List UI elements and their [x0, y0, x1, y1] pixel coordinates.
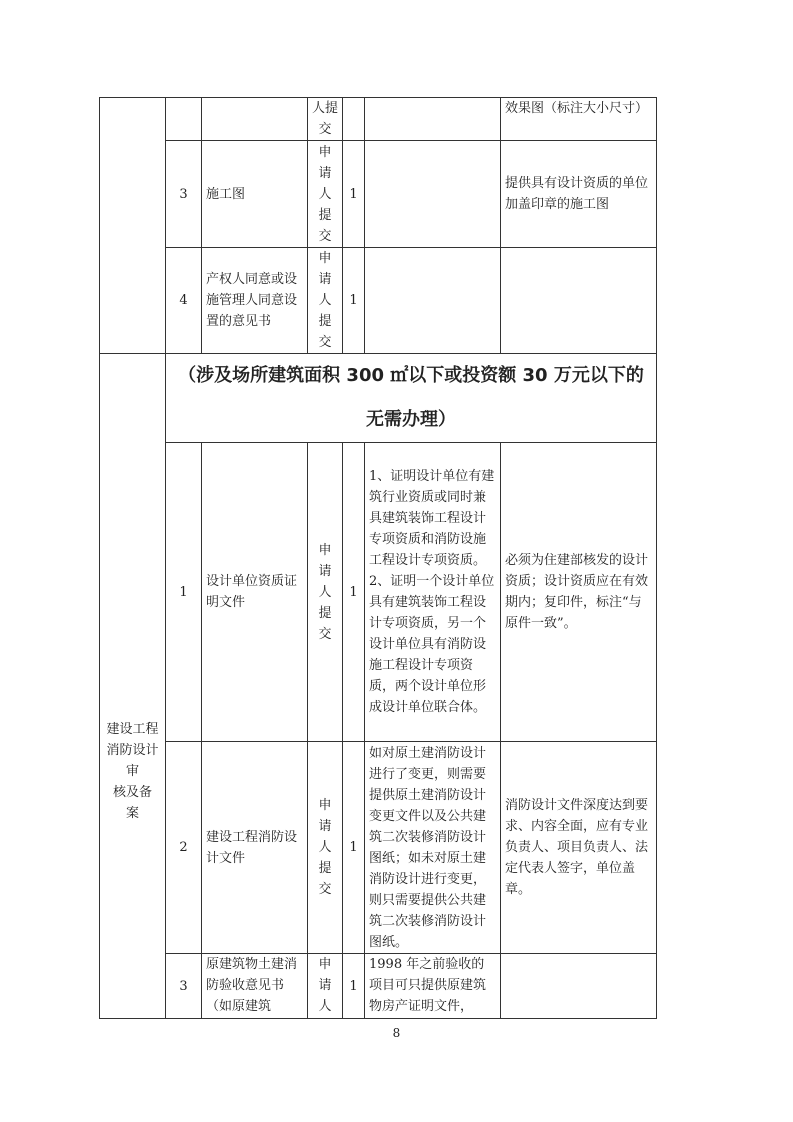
row-number: 3 — [166, 141, 202, 248]
copies — [343, 98, 365, 141]
materials-table — [99, 97, 657, 1019]
material-name: 建设工程消防设计文件 — [202, 742, 308, 954]
table-row — [100, 141, 657, 248]
material-note — [501, 248, 657, 354]
material-spec — [365, 248, 501, 354]
copies: 1 — [343, 248, 365, 354]
material-name: 产权人同意或设施管理人同意设置的意见书 — [202, 248, 308, 354]
material-spec: 1998 年之前验收的项目可只提供原建筑物房产证明文件， — [365, 954, 501, 1019]
copies: 1 — [343, 141, 365, 248]
material-source: 申 请 人 — [308, 954, 343, 1019]
material-source: 申 请 人 提 交 — [308, 443, 343, 742]
material-note: 消防设计文件深度达到要求、内容全面，应有专业负责人、项目负责人、法定代表人签字，单位盖章。 — [501, 742, 657, 954]
row-number: 4 — [166, 248, 202, 354]
section-heading: （涉及场所建筑面积 300 ㎡以下或投资额 30 万元以下的无需办理） — [166, 354, 657, 443]
table-row — [100, 354, 657, 443]
material-spec — [365, 141, 501, 248]
table-row — [100, 742, 657, 954]
copies: 1 — [343, 954, 365, 1019]
copies: 1 — [343, 742, 365, 954]
material-note — [501, 954, 657, 1019]
material-name: 设计单位资质证明文件 — [202, 443, 308, 742]
table-row — [100, 443, 657, 742]
page-number: 8 — [392, 1026, 401, 1040]
material-source: 申 请 人 提 交 — [308, 742, 343, 954]
material-spec: 1、证明设计单位有建筑行业资质或同时兼具建筑装饰工程设计专项资质和消防设施工程设计专项资质。 2、证明一个设计单位具有建筑装饰工程设计专项资质，另一个设计单位具有消防设施工程设计专项资质，两个设计单位形成设计单位联合体。 — [365, 443, 501, 742]
copies: 1 — [343, 443, 365, 742]
table-row — [100, 248, 657, 354]
material-note: 提供具有设计资质的单位加盖印章的施工图 — [501, 141, 657, 248]
row-number: 2 — [166, 742, 202, 954]
table-row — [100, 98, 657, 141]
category-cell: 建设工程 消防设计审 核及备 案 — [100, 354, 166, 1019]
material-source: 申 请 人 提 交 — [308, 248, 343, 354]
table-row — [100, 954, 657, 1019]
row-number: 1 — [166, 443, 202, 742]
category-cell-previous — [100, 98, 166, 354]
material-name: 施工图 — [202, 141, 308, 248]
material-note: 必须为住建部核发的设计资质；设计资质应在有效期内；复印件，标注“与原件一致”。 — [501, 443, 657, 742]
material-note: 效果图（标注大小尺寸） — [501, 98, 657, 141]
material-source: 人提 交 — [308, 98, 343, 141]
material-name — [202, 98, 308, 141]
row-number — [166, 98, 202, 141]
row-number: 3 — [166, 954, 202, 1019]
material-spec — [365, 98, 501, 141]
material-source: 申 请 人 提 交 — [308, 141, 343, 248]
material-name: 原建筑物土建消防验收意见书（如原建筑 — [202, 954, 308, 1019]
material-spec: 如对原土建消防设计进行了变更，则需要提供原土建消防设计变更文件以及公共建筑二次装修消防设计图纸；如未对原土建消防设计进行变更，则只需要提供公共建筑二次装修消防设计图纸。 — [365, 742, 501, 954]
